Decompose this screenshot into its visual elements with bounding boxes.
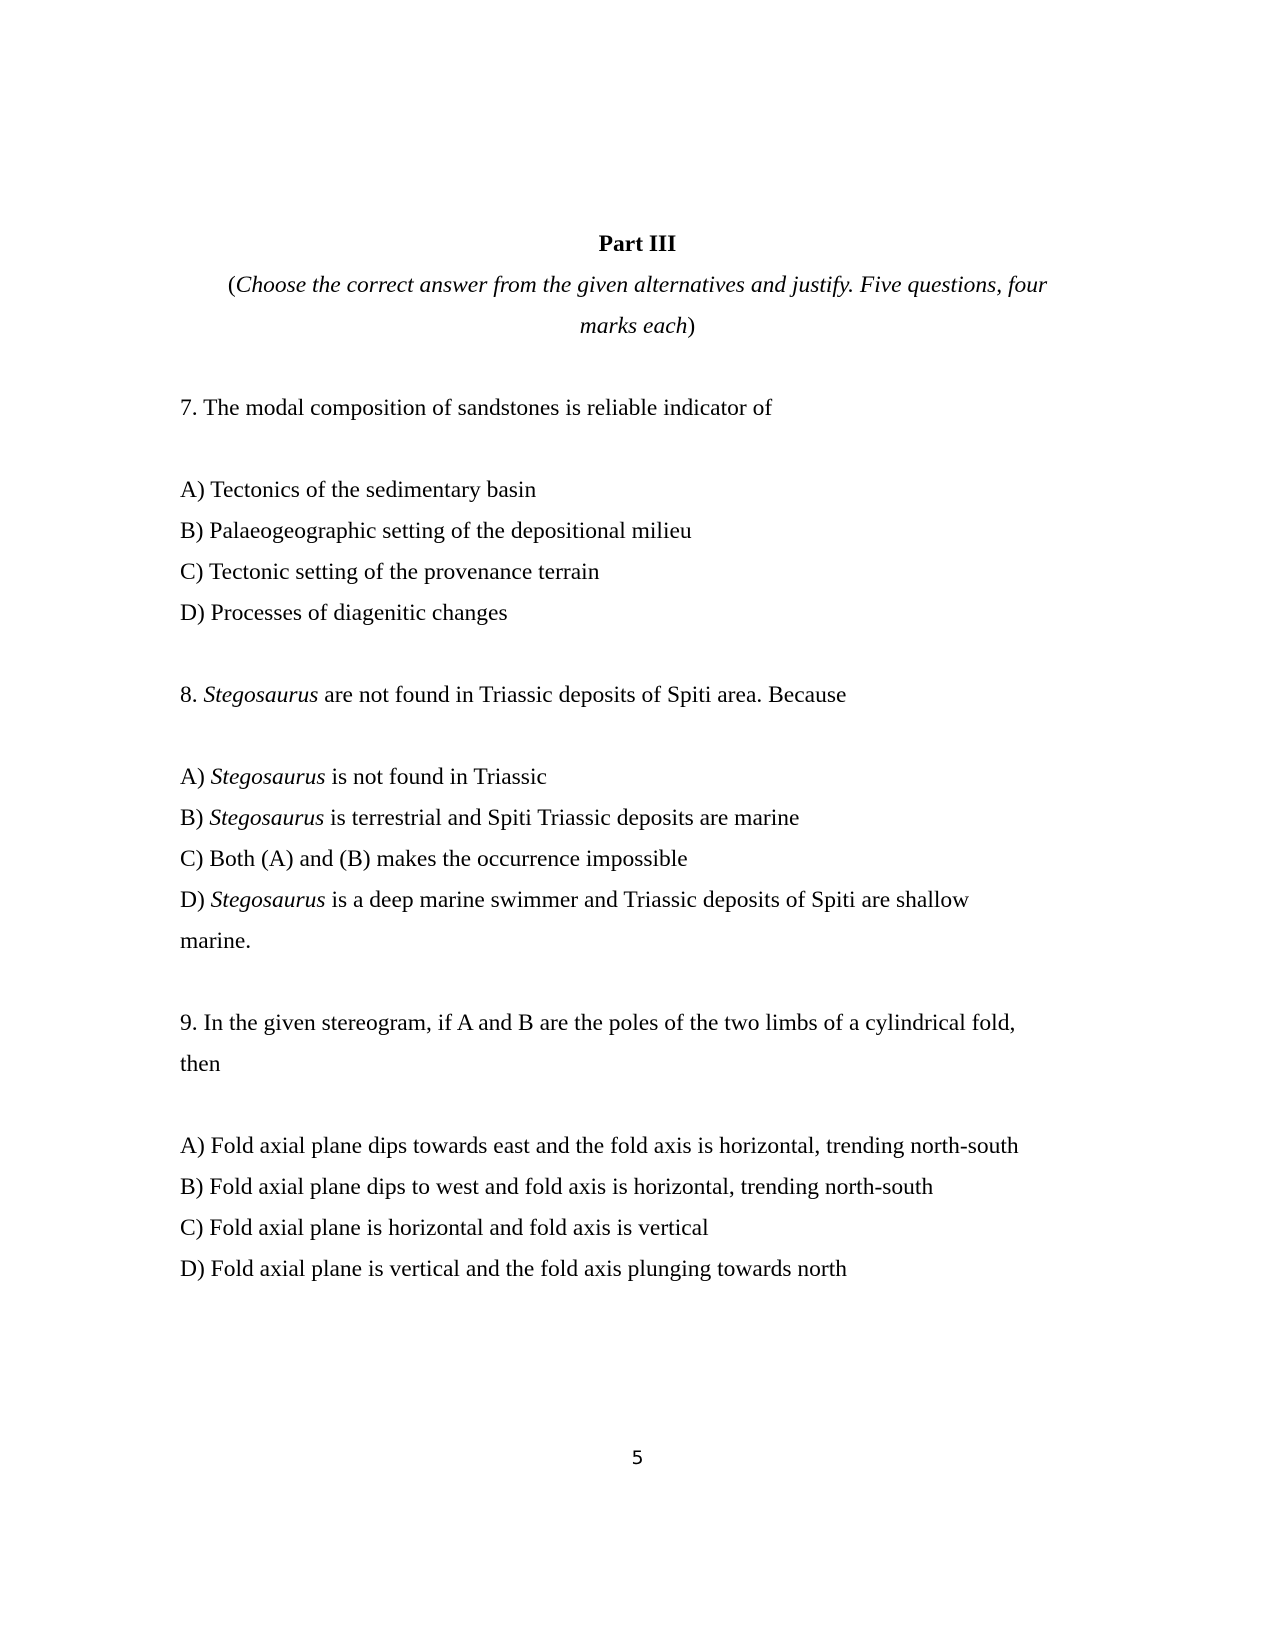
question-9-option-d: D) Fold axial plane is vertical and the fold axis plunging towards north <box>180 1256 847 1282</box>
option-text: is a deep marine swimmer and Triassic deposits of Spiti are shallow <box>325 887 970 913</box>
question-8-option-a <box>180 762 547 792</box>
question-8-number: 8. <box>180 682 204 708</box>
option-text: is terrestrial and Spiti Triassic deposits are marine <box>324 805 800 831</box>
option-taxon: Stegosaurus <box>210 764 326 790</box>
question-8-stem <box>180 680 846 710</box>
question-9-option-b: B) Fold axial plane dips to west and fold axis is horizontal, trending north-south <box>180 1174 934 1200</box>
option-text: is not found in Triassic <box>325 764 547 790</box>
option-label: D) <box>180 887 211 913</box>
question-9-option-c: C) Fold axial plane is horizontal and fold axis is vertical <box>180 1215 709 1241</box>
question-7-option-a: A) Tectonics of the sedimentary basin <box>180 477 537 503</box>
question-8-option-c <box>180 844 688 874</box>
part-instruction-line-1 <box>0 270 1275 300</box>
question-8-taxon: Stegosaurus <box>203 682 319 708</box>
question-8-option-d-continuation: marine. <box>180 928 252 954</box>
option-taxon: Stegosaurus <box>209 805 325 831</box>
page-number: 5 <box>631 1447 644 1469</box>
question-8-option-d <box>180 885 969 915</box>
question-9-option-a: A) Fold axial plane dips towards east and the fold axis is horizontal, trending north-south <box>180 1133 1019 1159</box>
option-label: B) <box>180 805 210 831</box>
option-taxon: Stegosaurus <box>210 887 326 913</box>
option-text: C) Both (A) and (B) makes the occurrence impossible <box>180 846 688 872</box>
option-label: A) <box>180 764 211 790</box>
question-7-option-d: D) Processes of diagenitic changes <box>180 600 508 626</box>
question-9-stem-line-1: 9. In the given stereogram, if A and B are the poles of the two limbs of a cylindrical fold, <box>180 1010 1016 1036</box>
question-7-option-c: C) Tectonic setting of the provenance terrain <box>180 559 600 585</box>
question-9-stem-line-2: then <box>180 1051 221 1077</box>
part-instruction-line-2 <box>0 311 1275 341</box>
part-title: Part III <box>598 231 677 257</box>
question-8-text: are not found in Triassic deposits of Spiti area. Because <box>318 682 847 708</box>
instruction-open-paren: ( <box>227 272 236 298</box>
question-7-option-b: B) Palaeogeographic setting of the depositional milieu <box>180 518 692 544</box>
instruction-text-1: Choose the correct answer from the given alternatives and justify. Five questions, four <box>235 272 1048 298</box>
instruction-close-paren: ) <box>687 313 696 339</box>
question-7-stem: 7. The modal composition of sandstones is reliable indicator of <box>180 395 773 421</box>
question-8-option-b <box>180 803 799 833</box>
instruction-text-2: marks each <box>579 313 688 339</box>
